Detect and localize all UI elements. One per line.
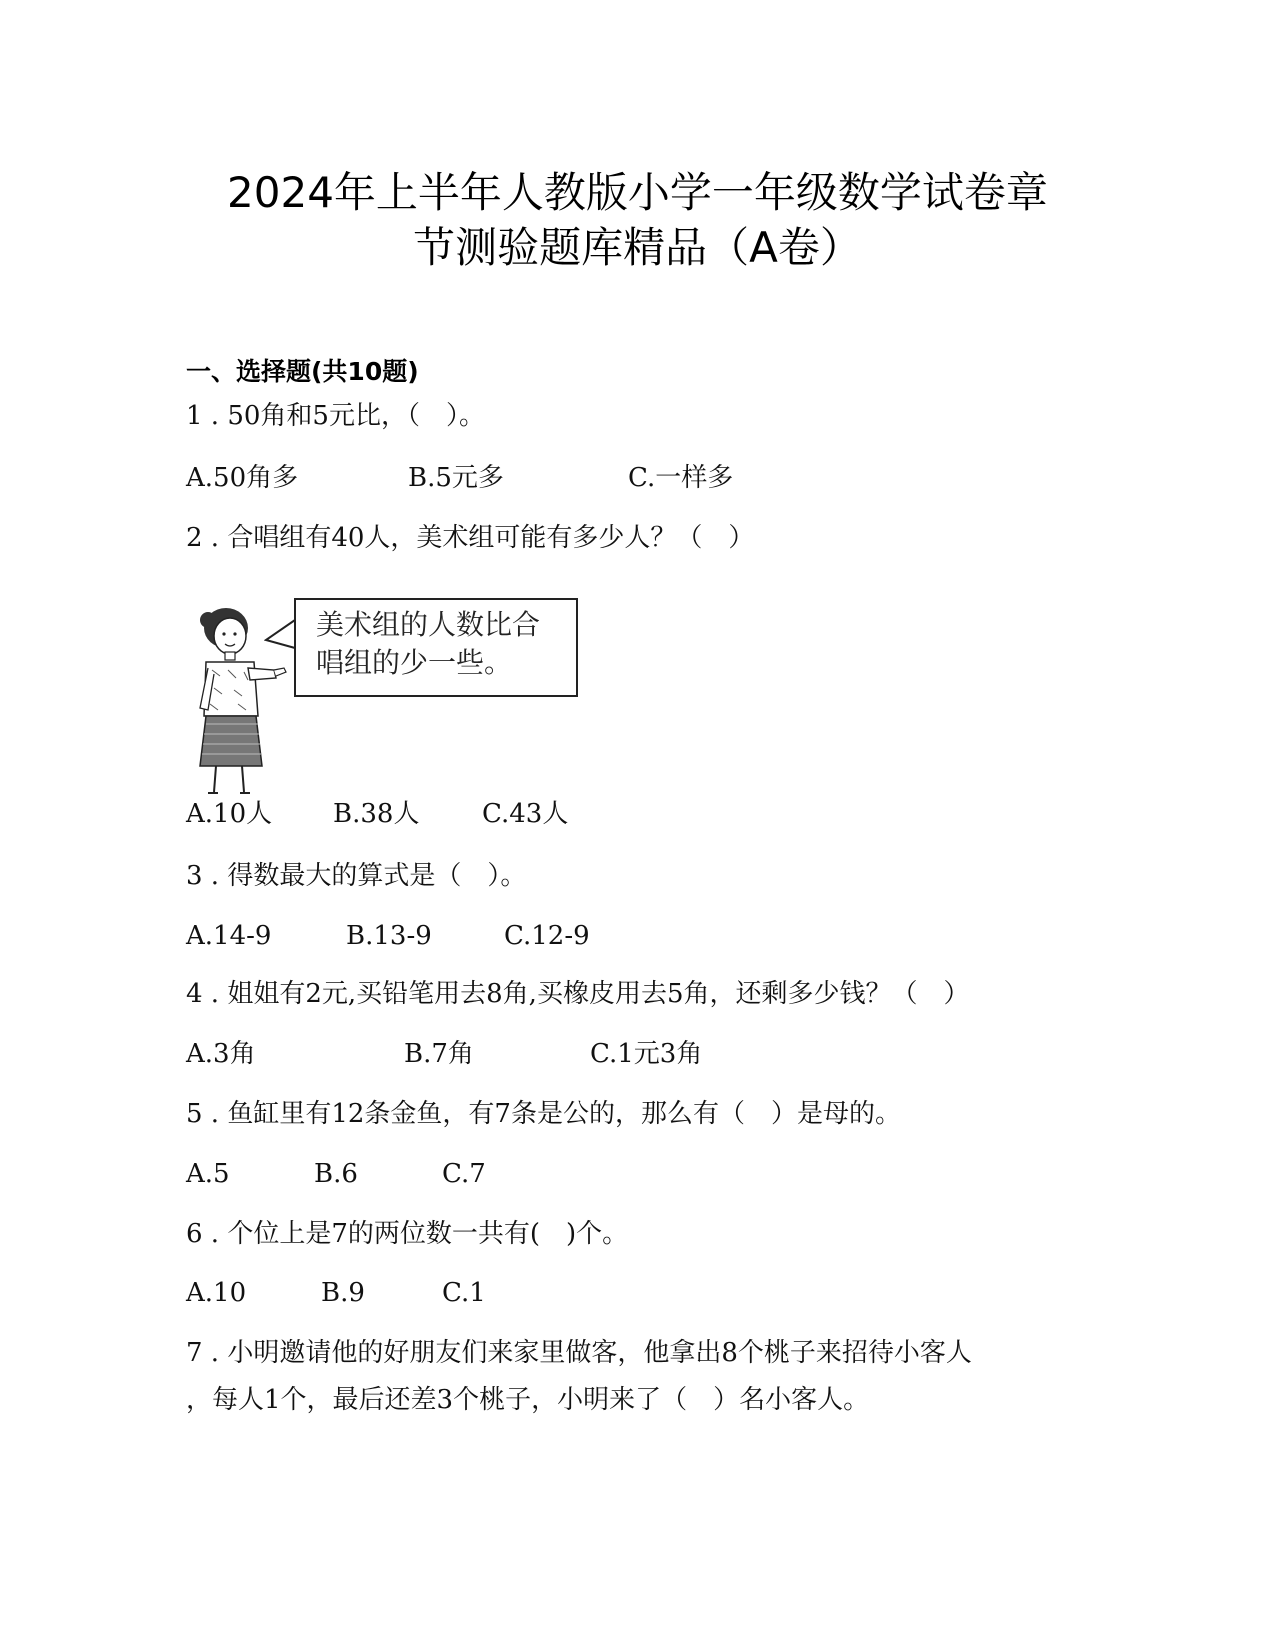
speech-bubble-text: [316, 606, 540, 682]
speech-bubble: [294, 598, 578, 697]
page-title-line1: 2024年上半年人教版小学一年级数学试卷章: [227, 168, 1048, 217]
question-4: 4 . 姐姐有2元,买铅笔用去8角,买橡皮用去5角，还剩多少钱？（ ）: [186, 979, 970, 1009]
question-7-line1: 7 . 小明邀请他的好朋友们来家里做客，他拿出8个桃子来招待小客人: [186, 1338, 972, 1368]
q5-option-a: A.5: [186, 1159, 230, 1189]
q2-option-a: A.10人: [186, 799, 273, 829]
q6-option-c: C.1: [442, 1278, 486, 1308]
q4-option-c: C.1元3角: [590, 1039, 703, 1069]
q3-option-c: C.12-9: [504, 921, 590, 951]
question-7-line2: ，每人1个，最后还差3个桃子，小明来了（ ）名小客人。: [186, 1385, 870, 1415]
question-1: 1 . 50角和5元比，（ ）。: [186, 401, 485, 431]
q2-option-c: C.43人: [482, 799, 569, 829]
teacher-speech-figure: [186, 598, 606, 798]
speech-bubble-line1: 美术组的人数比合: [316, 608, 541, 641]
q1-option-b: B.5元多: [408, 463, 504, 493]
q1-option-c: C.一样多: [628, 463, 734, 493]
q5-option-c: C.7: [442, 1159, 486, 1189]
question-5: 5 . 鱼缸里有12条金鱼，有7条是公的，那么有（ ）是母的。: [186, 1099, 901, 1129]
q3-option-a: A.14-9: [186, 921, 272, 951]
q1-option-a: A.50角多: [186, 463, 299, 493]
q4-option-a: A.3角: [186, 1039, 256, 1069]
q6-option-b: B.9: [321, 1278, 365, 1308]
question-6: 6 . 个位上是7的两位数一共有( )个。: [186, 1219, 629, 1249]
q5-option-b: B.6: [314, 1159, 358, 1189]
section-heading: 一、选择题(共10题): [186, 357, 419, 386]
page-title-line2: 节测验题库精品（A卷）: [413, 223, 862, 272]
q6-option-a: A.10: [186, 1278, 247, 1308]
q4-option-b: B.7角: [404, 1039, 474, 1069]
question-3: 3 . 得数最大的算式是（ ）。: [186, 861, 527, 891]
q3-option-b: B.13-9: [346, 921, 432, 951]
speech-bubble-line2: 唱组的少一些。: [316, 646, 513, 679]
q2-option-b: B.38人: [333, 799, 420, 829]
question-2: 2 . 合唱组有40人，美术组可能有多少人？（ ）: [186, 523, 755, 553]
